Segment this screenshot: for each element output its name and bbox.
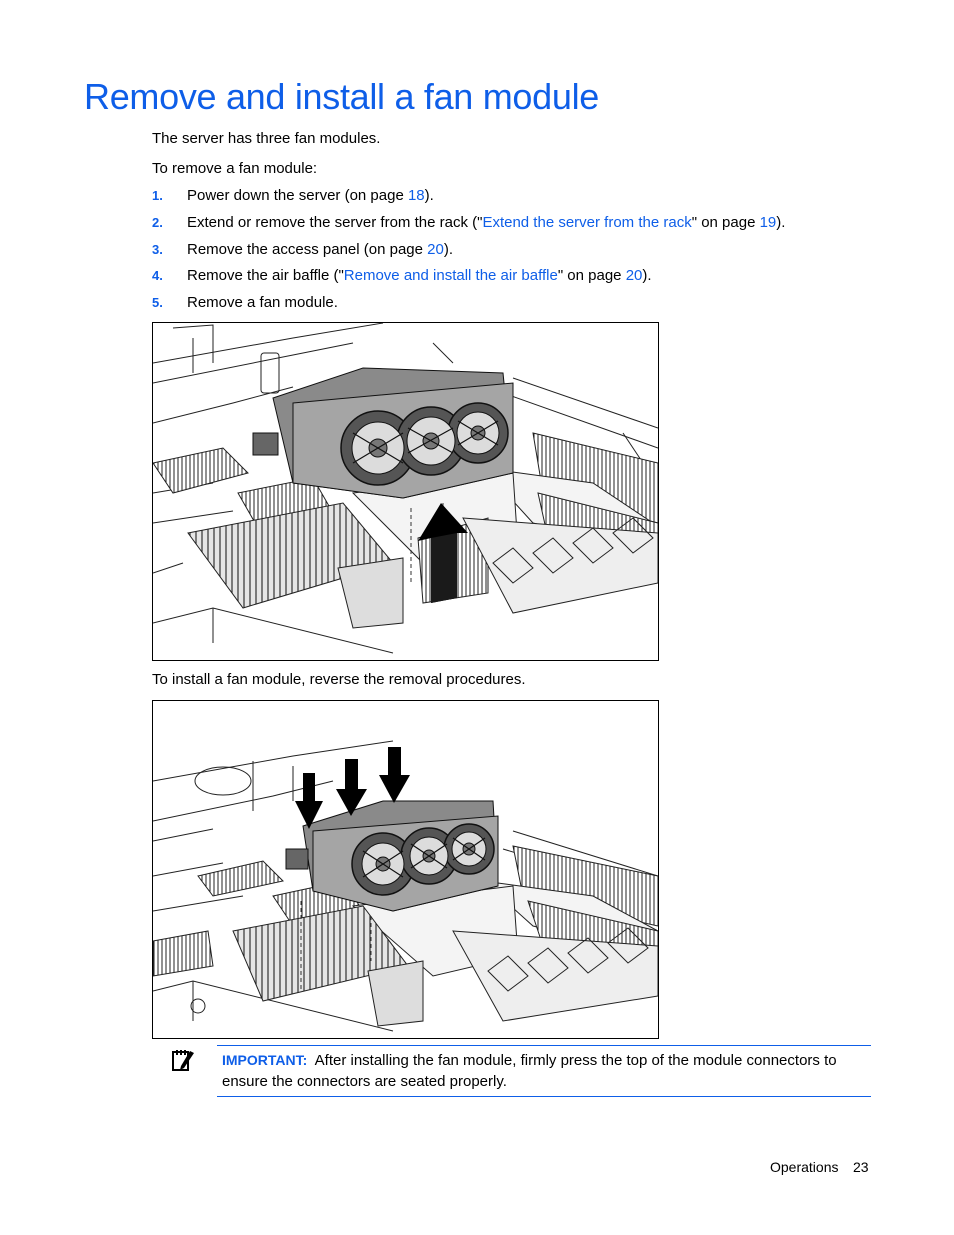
step-number: 4.	[152, 268, 163, 284]
footer-section: Operations	[770, 1159, 839, 1175]
step-text: ).	[443, 240, 454, 258]
page-link[interactable]: 19	[759, 213, 777, 231]
install-text: To install a fan module, reverse the removal procedures.	[152, 671, 526, 688]
step-text: " on page	[691, 213, 760, 231]
step-text: Power down the server (on page	[187, 187, 408, 204]
step-number: 1.	[152, 188, 163, 203]
step-text: ).	[642, 267, 652, 285]
intro-text: The server has three fan modules.	[152, 130, 381, 147]
step-number: 5.	[152, 295, 163, 311]
fan-removal-illustration	[152, 322, 659, 661]
step-text: Remove a fan module.	[187, 294, 338, 312]
step-text: Extend or remove the server from the rack ("	[187, 213, 483, 231]
note-label: IMPORTANT:	[222, 1052, 308, 1068]
step-text: Remove the access panel (on page	[187, 240, 428, 258]
footer-page-number: 23	[853, 1159, 869, 1175]
page-title: Remove and install a fan module	[84, 76, 600, 117]
topic-link[interactable]: Remove and install the air baffle	[343, 267, 558, 285]
step-text: ).	[776, 213, 786, 231]
important-note	[217, 1045, 871, 1097]
page-link[interactable]: 18	[407, 187, 425, 204]
remove-lead-text: To remove a fan module:	[152, 160, 318, 177]
page-link[interactable]: 20	[625, 267, 643, 285]
note-text: After installing the fan module, firmly press the top of the module connectors to ensure the connectors are seated properly.	[222, 1052, 837, 1090]
step-text: ).	[424, 187, 434, 204]
step-text: " on page	[557, 267, 626, 285]
step-text: Remove the air baffle ("	[187, 267, 344, 285]
step-number: 2.	[152, 214, 163, 230]
step-number: 3.	[152, 241, 163, 257]
fan-removal-drawing	[153, 323, 658, 660]
important-note-icon	[170, 1048, 196, 1074]
fan-install-drawing	[153, 701, 658, 1038]
fan-install-illustration	[152, 700, 659, 1039]
page-link[interactable]: 20	[427, 240, 444, 258]
topic-link[interactable]: Extend the server from the rack	[482, 213, 692, 231]
